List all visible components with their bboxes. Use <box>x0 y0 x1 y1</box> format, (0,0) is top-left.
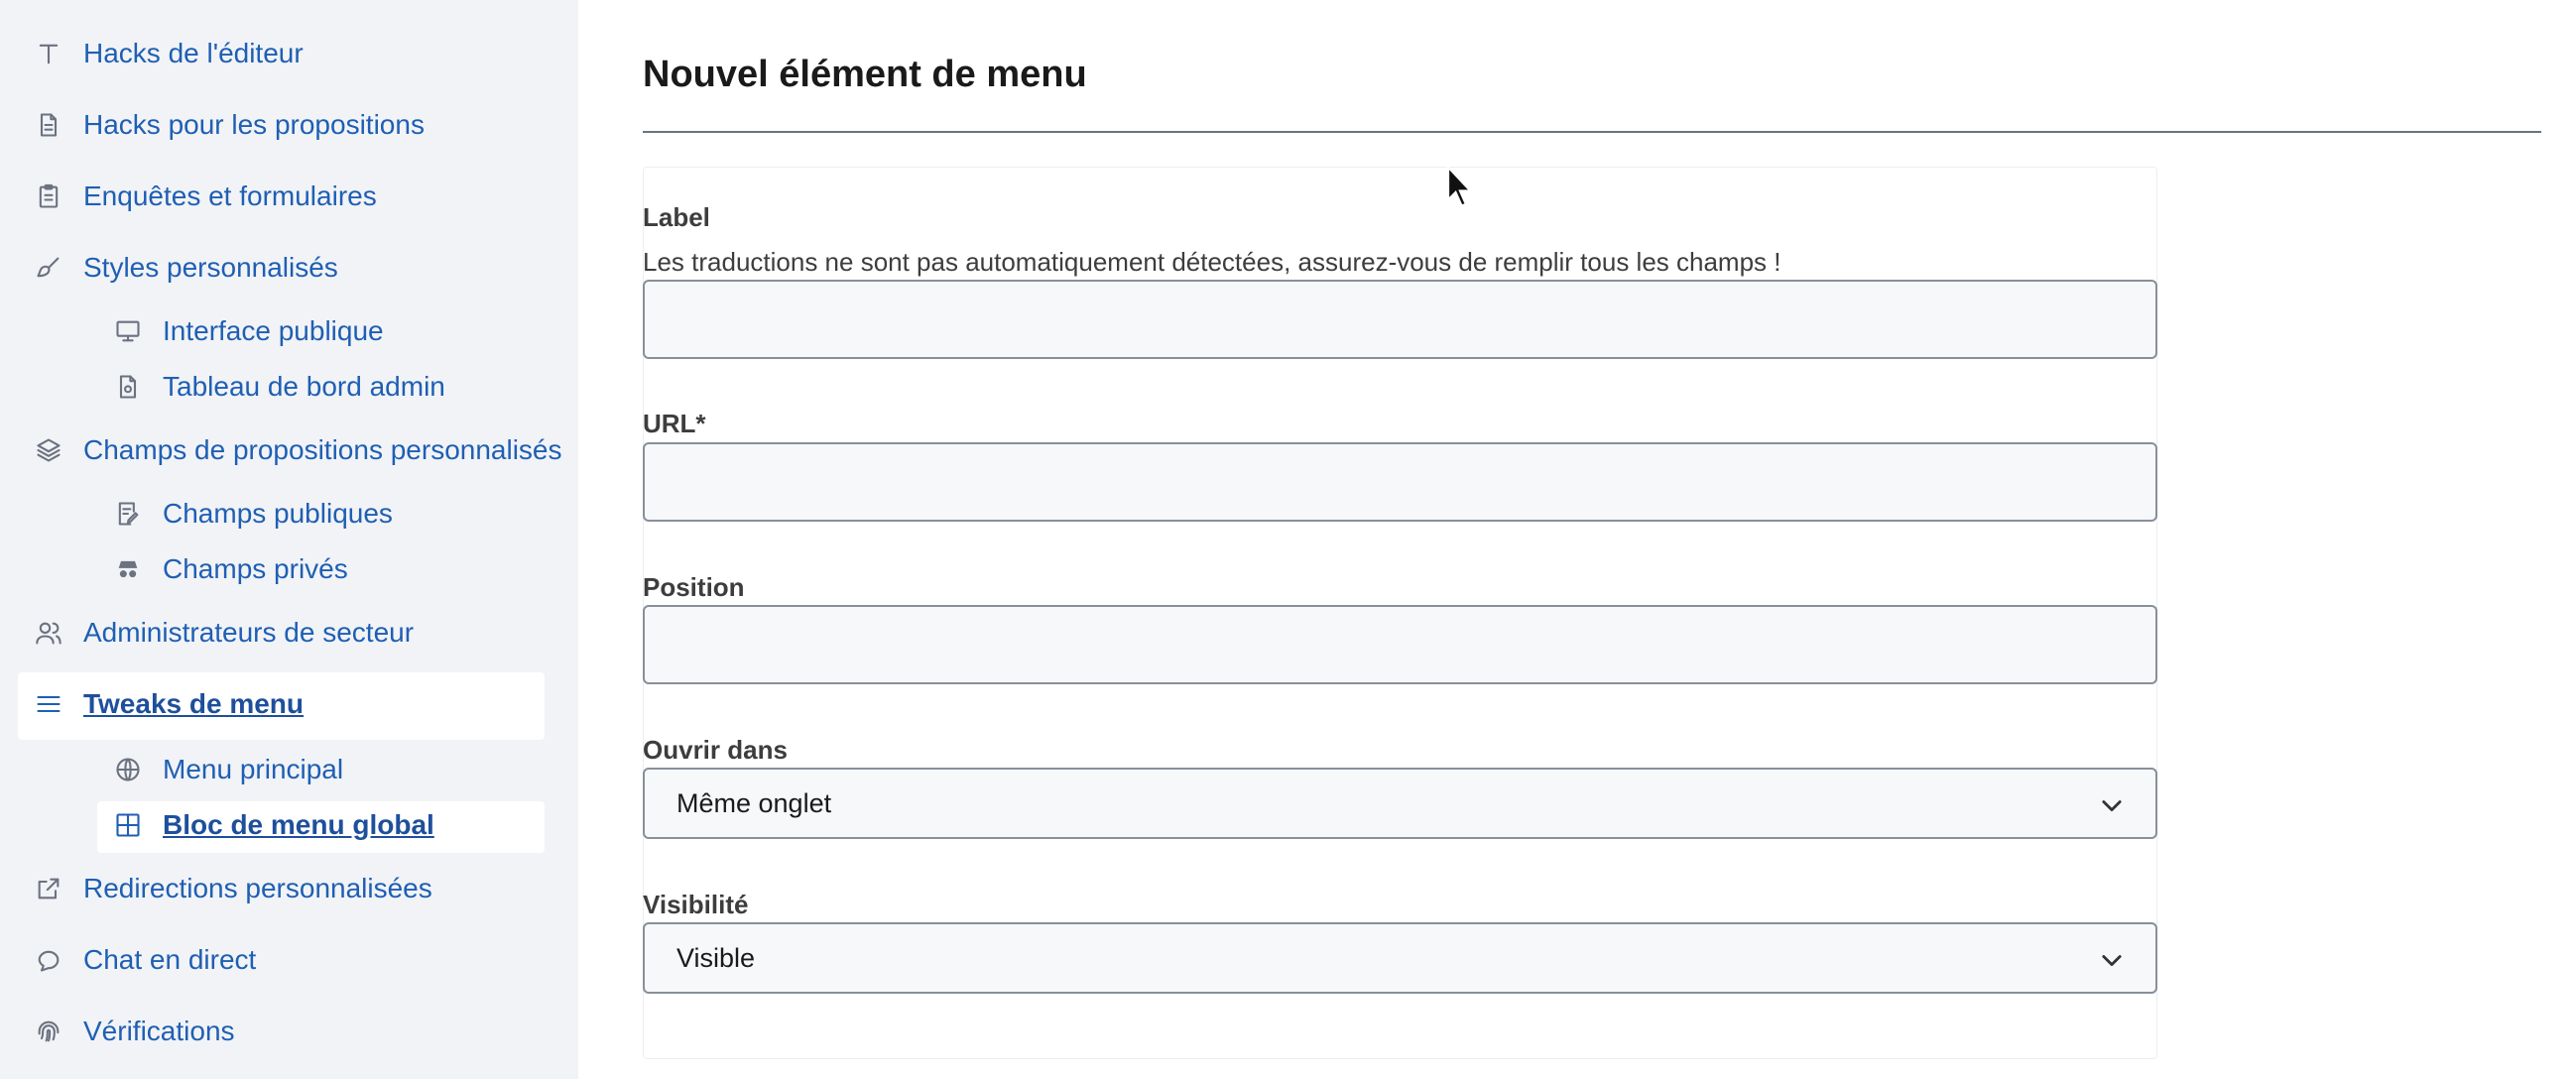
url-field-label: URL* <box>643 409 706 438</box>
clipboard-icon <box>34 181 63 211</box>
sidebar <box>0 0 578 1079</box>
sidebar-item-label: Menu principal <box>163 754 344 784</box>
label-input[interactable] <box>643 280 2157 359</box>
sidebar-item-tweaks-menu[interactable] <box>34 688 304 720</box>
chevron-down-icon <box>2098 791 2126 819</box>
sidebar-item-styles[interactable] <box>34 252 338 284</box>
position-field-label: Position <box>643 572 745 602</box>
main-content <box>578 0 2576 1079</box>
sidebar-item-label: Champs privés <box>163 553 348 584</box>
users-icon <box>34 618 63 648</box>
sidebar-item-label: Tweaks de menu <box>83 688 305 719</box>
visibility-field-label: Visibilité <box>643 890 749 919</box>
monitor-icon <box>113 316 143 346</box>
chat-bubble-icon <box>34 945 63 975</box>
visibility-select[interactable] <box>643 922 2157 994</box>
brush-icon <box>34 253 63 283</box>
sidebar-item-interface-publique[interactable] <box>113 315 384 347</box>
text-type-icon <box>34 39 63 68</box>
layers-icon <box>34 435 63 465</box>
sidebar-item-redirections[interactable] <box>34 873 432 904</box>
label-field-label: Label <box>643 202 710 232</box>
sidebar-item-tableau-de-bord[interactable] <box>113 371 445 403</box>
sidebar-item-hacks-propositions[interactable] <box>34 109 425 141</box>
sidebar-item-label: Bloc de menu global <box>163 809 434 840</box>
mouse-cursor-icon <box>1445 164 1475 209</box>
file-gear-icon <box>113 372 143 402</box>
sidebar-item-label: Champs publiques <box>163 498 393 529</box>
sidebar-item-label: Redirections personnalisées <box>83 873 432 903</box>
sidebar-item-menu-principal[interactable] <box>113 754 343 785</box>
incognito-icon <box>113 554 143 584</box>
sidebar-item-champs-propositions[interactable] <box>34 434 562 466</box>
sidebar-item-hacks-editeur[interactable] <box>34 38 304 69</box>
sidebar-item-champs-publiques[interactable] <box>113 498 393 530</box>
url-input[interactable] <box>643 442 2157 522</box>
sidebar-item-label: Champs de propositions personnalisés <box>83 434 562 465</box>
title-divider <box>643 131 2541 133</box>
open-in-select[interactable] <box>643 768 2157 839</box>
visibility-selected-value: Visible <box>676 942 756 973</box>
sidebar-item-label: Chat en direct <box>83 944 257 975</box>
menu-lines-icon <box>34 689 63 719</box>
sidebar-item-champs-prives[interactable] <box>113 553 348 585</box>
page-title: Nouvel élément de menu <box>643 54 1087 95</box>
sidebar-item-label: Enquêtes et formulaires <box>83 180 377 211</box>
sidebar-item-bloc-menu-global[interactable] <box>113 809 434 841</box>
sidebar-item-chat[interactable] <box>34 944 256 976</box>
sidebar-item-verifications[interactable] <box>34 1016 235 1047</box>
external-link-icon <box>34 874 63 903</box>
sidebar-item-label: Hacks de l'éditeur <box>83 38 304 68</box>
layout-grid-icon <box>113 810 143 840</box>
sidebar-item-label: Styles personnalisés <box>83 252 338 283</box>
sidebar-item-label: Interface publique <box>163 315 384 346</box>
sidebar-item-label: Tableau de bord admin <box>163 371 445 402</box>
globe-icon <box>113 755 143 784</box>
sidebar-item-label: Administrateurs de secteur <box>83 617 415 648</box>
sidebar-item-label: Hacks pour les propositions <box>83 109 425 140</box>
chevron-down-icon <box>2098 946 2126 974</box>
edit-doc-icon <box>113 499 143 529</box>
open-in-selected-value: Même onglet <box>676 787 832 818</box>
label-field-help: Les traductions ne sont pas automatiquement détectées, assurez-vous de remplir tous les champs ! <box>643 247 1781 277</box>
document-icon <box>34 110 63 140</box>
open-in-field-label: Ouvrir dans <box>643 735 788 765</box>
sidebar-item-enquetes[interactable] <box>34 180 377 212</box>
sidebar-item-label: Vérifications <box>83 1016 235 1046</box>
fingerprint-icon <box>34 1017 63 1046</box>
position-input[interactable] <box>643 605 2157 684</box>
sidebar-item-administrateurs[interactable] <box>34 617 414 649</box>
